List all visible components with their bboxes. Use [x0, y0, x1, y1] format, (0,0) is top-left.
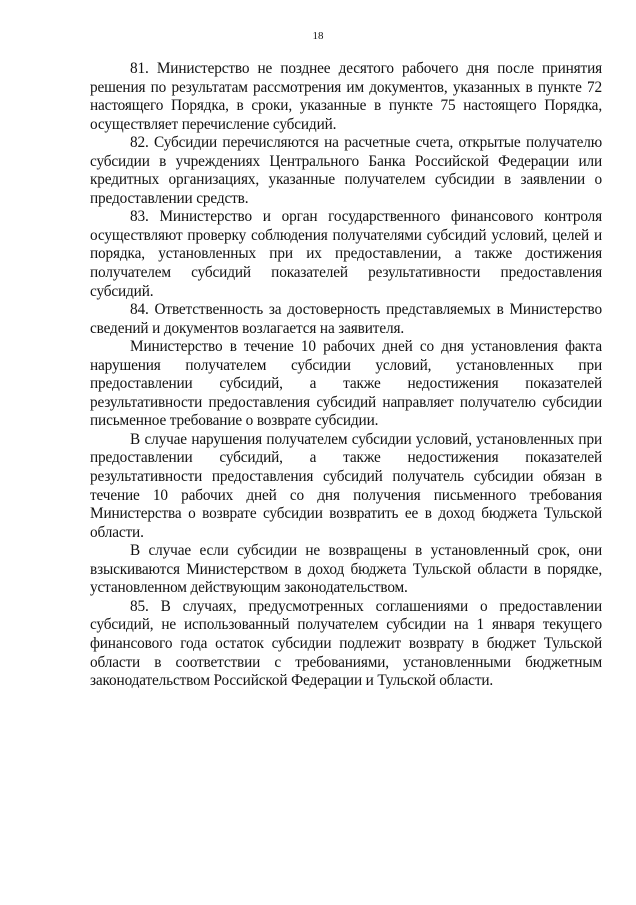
paragraph-83: 83. Министерство и орган государственного финансового контроля осуществляют проверку соблюдения получателями субсидий условий, целей и порядка, установленных при их предоставлении, а также достижения получателем субсидий показателей результативности предоставления субсидий.: [90, 208, 602, 300]
paragraph-82: 82. Субсидии перечисляются на расчетные счета, открытые получателю субсидии в учреждениях Центрального Банка Российской Федерации или кредитных организациях, указанные получателем субсидии в заявлении о предоставлении средств.: [90, 134, 602, 207]
paragraph-81: 81. Министерство не позднее десятого рабочего дня после принятия решения по результатам рассмотрения им документов, указанных в пункте 72 настоящего Порядка, в сроки, указанные в пункте 75 настоящего Порядка, осуществляет перечисление субсидий.: [90, 60, 602, 133]
document-body: [90, 60, 602, 691]
paragraph-85: 85. В случаях, предусмотренных соглашениями о предоставлении субсидий, не использованный получателем субсидии на 1 января текущего финансового года остаток субсидии подлежит возврату в бюджет Тульской области в соответствии с требованиями, установленными бюджетным законодательством Российской Федерации и Тульской области.: [90, 597, 602, 690]
paragraph-84-recovery: В случае если субсидии не возвращены в установленный срок, они взыскиваются Министерством в доход бюджета Тульской области в порядке, установленном действующим законодательством.: [90, 542, 602, 597]
paragraph-84: 84. Ответственность за достоверность представляемых в Министерство сведений и документов возлагается на заявителя.: [90, 301, 602, 337]
paragraph-84-notice: Министерство в течение 10 рабочих дней со дня установления факта нарушения получателем субсидии условий, установленных при предоставлении субсидий, а также недостижения показателей результативности предоставления субсидий направляет получателю субсидии письменное требование о возврате субсидии.: [90, 338, 602, 430]
paragraph-84-return-obligation: В случае нарушения получателем субсидии условий, установленных при предоставлении субсидий, а также недостижения показателей результативности предоставления субсидий получатель субсидии обязан в течение 10 рабочих дней со дня получения письменного требования Министерства о возврате субсидии возвратить ее в доход бюджета Тульской области.: [90, 430, 602, 541]
page-number: 18: [312, 30, 324, 42]
